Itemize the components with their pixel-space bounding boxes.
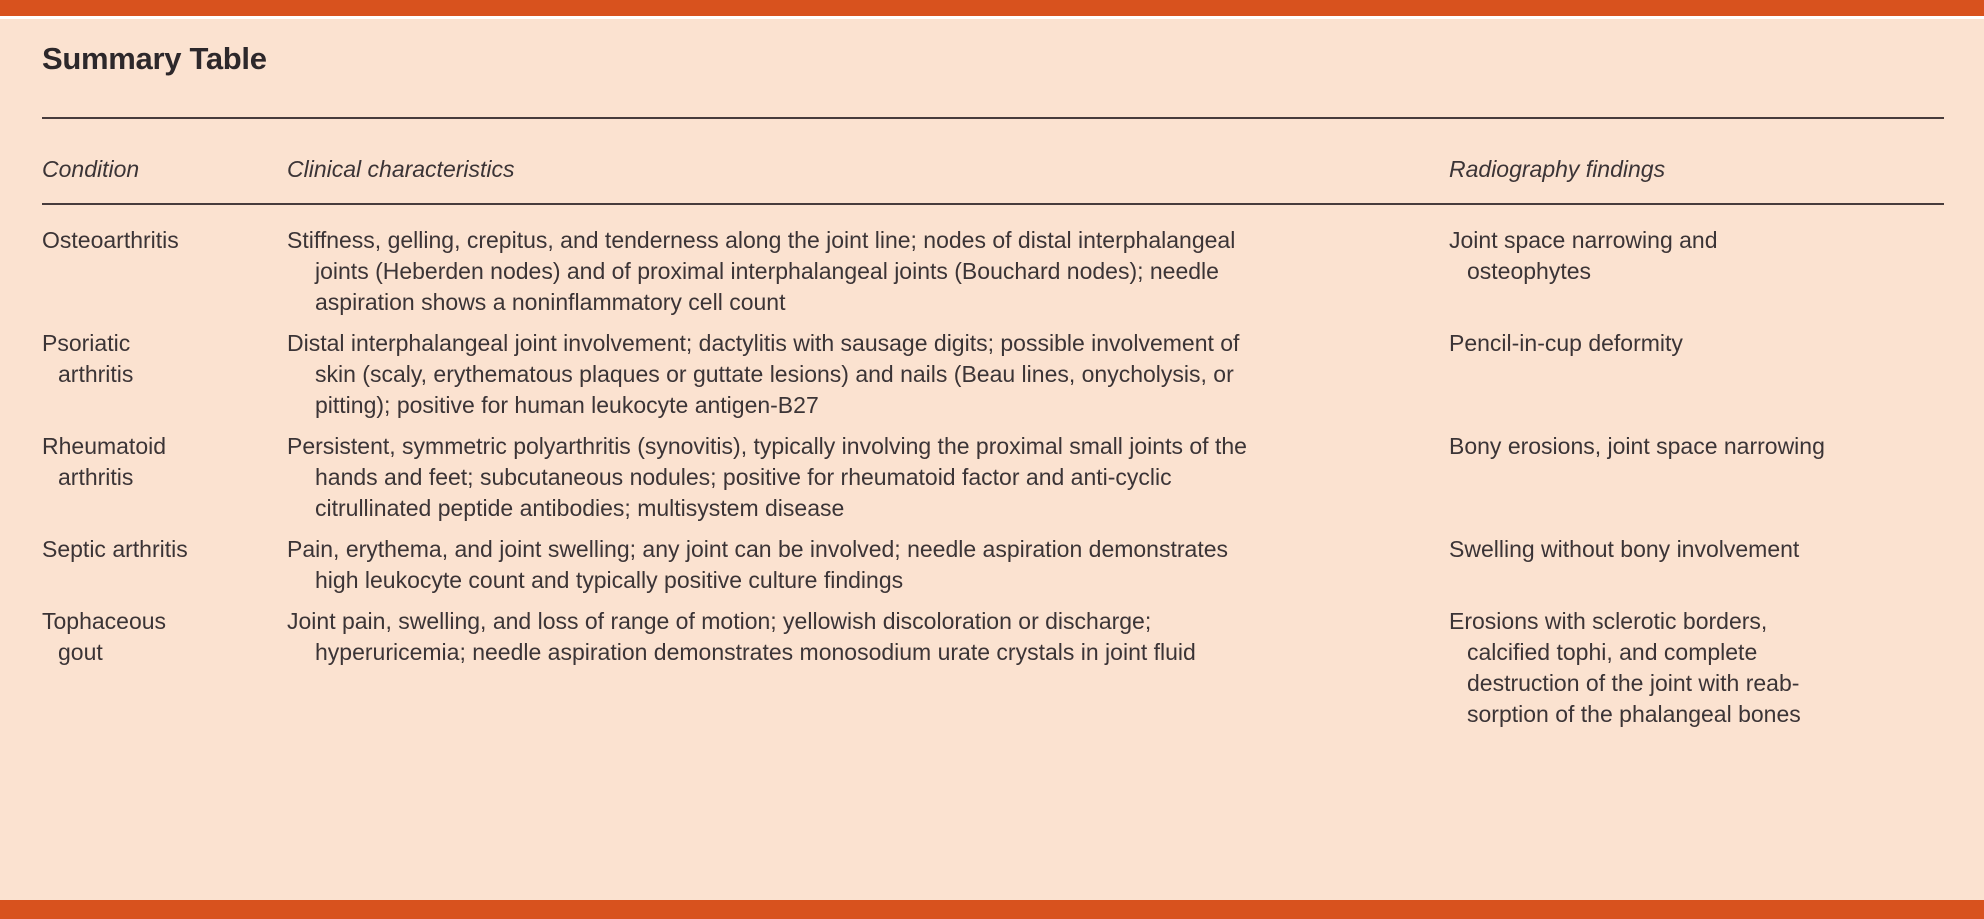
- page-title: Summary Table: [42, 41, 267, 76]
- column-header-condition: Condition: [42, 156, 140, 182]
- clinical-characteristics-cell: Distal interphalangeal joint involvement; dactylitis with sausage digits; possible involvement of skin (scaly, erythematous plaques or guttate lesions) and nails (Beau lines, onycholysis, or pitting); positive for human leukocyte antigen-B27: [287, 330, 1240, 418]
- table-row: [42, 328, 1944, 421]
- column-header-radiography-findings: Radiography findings: [1449, 156, 1666, 182]
- radiography-findings-cell: Erosions with sclerotic borders, calcified tophi, and complete destruction of the joint with reabsorption of the phalangeal bones: [1449, 608, 1801, 727]
- radiography-findings-cell: Swelling without bony involvement: [1449, 536, 1800, 562]
- clinical-characteristics-cell: Stiffness, gelling, crepitus, and tenderness along the joint line; nodes of distal interphalangeal joints (Heberden nodes) and of proximal interphalangeal joints (Bouchard nodes); needle aspiration shows a noninflammatory cell count: [287, 227, 1236, 315]
- condition-cell: Tophaceous gout: [42, 608, 167, 665]
- table-row: [42, 606, 1944, 730]
- table-header-row: [42, 119, 1944, 203]
- clinical-characteristics-cell: Joint pain, swelling, and loss of range of motion; yellowish discoloration or discharge; hyperuricemia; needle aspiration demonstrates monosodium urate crystals in joint fluid: [287, 608, 1196, 665]
- condition-cell: Osteoarthritis: [42, 227, 179, 253]
- column-header-clinical-characteristics: Clinical characteristics: [287, 156, 515, 182]
- radiography-findings-cell: Joint space narrowing and osteophytes: [1449, 227, 1718, 284]
- radiography-findings-cell: Pencil-in-cup deformity: [1449, 330, 1683, 356]
- bottom-accent-bar: [0, 900, 1984, 919]
- clinical-characteristics-cell: Persistent, symmetric polyarthritis (synovitis), typically involving the proximal small joints of the hands and feet; subcutaneous nodules; positive for rheumatoid factor and anti-cyclic citrullinated peptide antibodies; multisystem disease: [287, 433, 1247, 521]
- table-row: [42, 225, 1944, 318]
- table-body: [42, 205, 1944, 730]
- summary-table-panel: [0, 19, 1984, 900]
- table-row: [42, 534, 1944, 596]
- radiography-findings-cell: Bony erosions, joint space narrowing: [1449, 433, 1825, 459]
- clinical-characteristics-cell: Pain, erythema, and joint swelling; any joint can be involved; needle aspiration demonstrates high leukocyte count and typically positive culture findings: [287, 536, 1229, 593]
- table-row: [42, 431, 1944, 524]
- condition-cell: Septic arthritis: [42, 536, 188, 562]
- top-accent-bar: [0, 0, 1984, 16]
- condition-cell: Psoriatic arthritis: [42, 330, 134, 387]
- condition-cell: Rheumatoid arthritis: [42, 433, 167, 490]
